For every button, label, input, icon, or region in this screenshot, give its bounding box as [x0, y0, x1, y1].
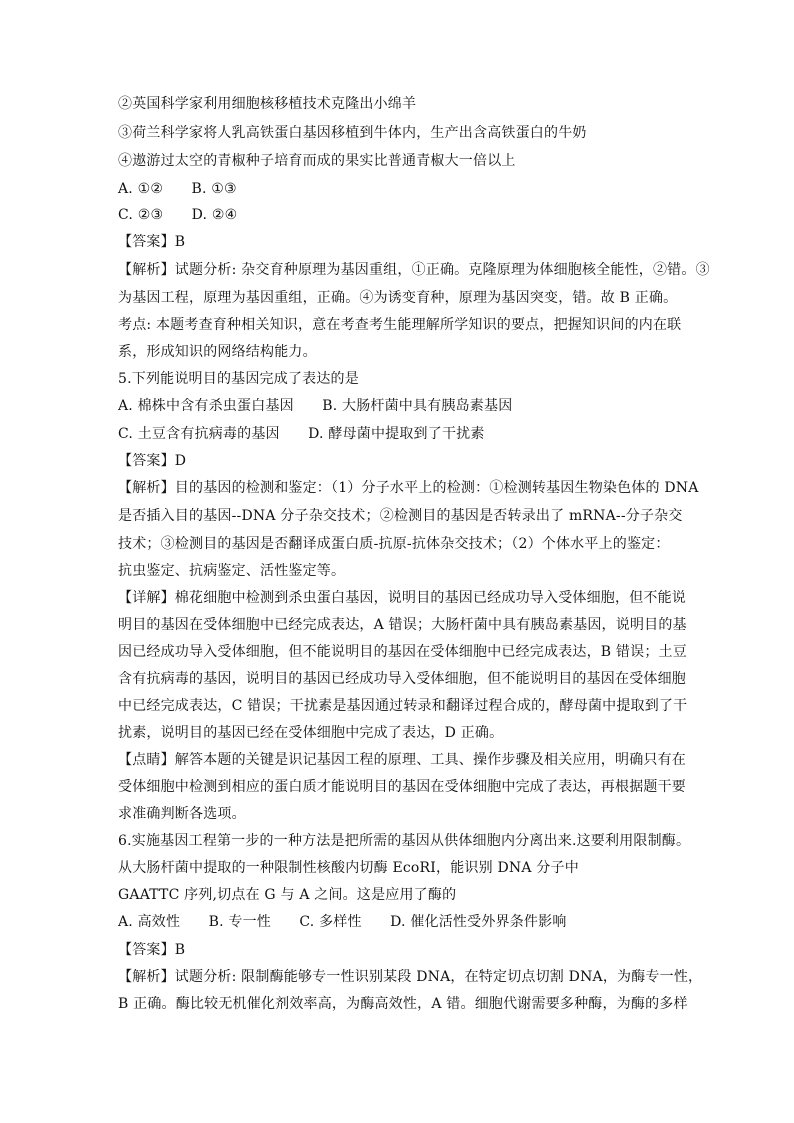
option-line: A. ①② B. ①③ — [118, 181, 237, 197]
text-line: 扰素，说明目的基因已经在受体细胞中完成了表达，D 正确。 — [118, 725, 504, 741]
text-line: ④遨游过太空的青椒种子培育而成的果实比普通青椒大一倍以上 — [118, 153, 516, 169]
text-line: 含有抗病毒的基因，说明目的基因已经成功导入受体细胞，但不能说明目的基因在受体细胞 — [118, 671, 686, 687]
detail-line: 【详解】棉花细胞中检测到杀虫蛋白基因，说明目的基因已经成功导入受体细胞，但不能说 — [118, 590, 686, 606]
question-line: 6.实施基因工程第一步的一种方法是把所需的基因从供体细胞内分离出来.这要利用限制酶。 — [118, 833, 691, 849]
analysis-line: 【解析】试题分析: 限制酶能够专一性识别某段 DNA，在特定切点切割 DNA，为酶专一性， — [118, 969, 703, 985]
question-line: 5.下列能说明目的基因完成了表达的是 — [118, 371, 359, 387]
text-line: 是否插入目的基因--DNA 分子杂交技术；②检测目的基因是否转录出了 mRNA--分子杂交 — [118, 508, 683, 524]
text-line: 系，形成知识的网络结构能力。 — [118, 344, 317, 360]
text-line: 因已经成功导入受体细胞，但不能说明目的基因在受体细胞中已经完成表达，B 错误；土豆 — [118, 644, 687, 660]
option-line: C. 土豆含有抗病毒的基因 D. 酵母菌中提取到了干扰素 — [118, 426, 485, 442]
option-line: A. 棉株中含有杀虫蛋白基因 B. 大肠杆菌中具有胰岛素基因 — [118, 398, 513, 414]
text-line: 求准确判断各选项。 — [118, 806, 246, 822]
text-line: 抗虫鉴定、抗病鉴定、活性鉴定等。 — [118, 563, 346, 579]
text-line: 技术；③检测目的基因是否翻译成蛋白质-抗原-抗体杂交技术；（2）个体水平上的鉴定： — [118, 536, 670, 552]
text-line: ②英国科学家利用细胞核移植技术克隆出小绵羊 — [118, 96, 417, 112]
text-line: 受体细胞中检测到相应的蛋白质才能说明目的基因在受体细胞中完成了表达，再根据题干要 — [118, 779, 686, 795]
text-line: 考点: 本题考查育种相关知识，意在考查考生能理解所学知识的要点，把握知识间的内在联 — [118, 317, 682, 333]
analysis-line: 【解析】目的基因的检测和鉴定：（1）分子水平上的检测：①检测转基因生物染色体的 DNA — [118, 480, 699, 496]
text-line: B 正确。酶比较无机催化剂效率高，为酶高效性，A 错。细胞代谢需要多种酶，为酶的多样 — [118, 996, 688, 1012]
text-line: 明目的基因在受体细胞中已经完成表达，A 错误；大肠杆菌中具有胰岛素基因，说明目的基 — [118, 617, 687, 633]
text-line: ③荷兰科学家将人乳高铁蛋白基因移植到牛体内，生产出含高铁蛋白的牛奶 — [118, 125, 587, 141]
text-line: 从大肠杆菌中提取的一种限制性核酸内切酶 EcoRI，能识别 DNA 分子中 — [118, 860, 579, 876]
text-line: 中已经完成表达，C 错误；干扰素是基因通过转录和翻译过程合成的，酵母菌中提取到了干 — [118, 698, 688, 714]
answer-line: 【答案】B — [118, 942, 186, 958]
text-line: 为基因工程，原理为基因重组，正确。④为诱变育种，原理为基因突变，错。故 B 正确。 — [118, 290, 678, 306]
option-line: C. ②③ D. ②④ — [118, 207, 238, 223]
text-line: GAATTC 序列,切点在 G 与 A 之间。这是应用了酶的 — [118, 887, 457, 903]
tip-line: 【点睛】解答本题的关键是识记基因工程的原理、工具、操作步骤及相关应用，明确只有在 — [118, 752, 686, 768]
option-line: A. 高效性 B. 专一性 C. 多样性 D. 催化活性受外界条件影响 — [118, 914, 567, 930]
answer-line: 【答案】B — [118, 234, 186, 250]
analysis-line: 【解析】试题分析: 杂交育种原理为基因重组，①正确。克隆原理为体细胞核全能性，②错。③ — [118, 262, 710, 278]
answer-line: 【答案】D — [118, 453, 187, 469]
